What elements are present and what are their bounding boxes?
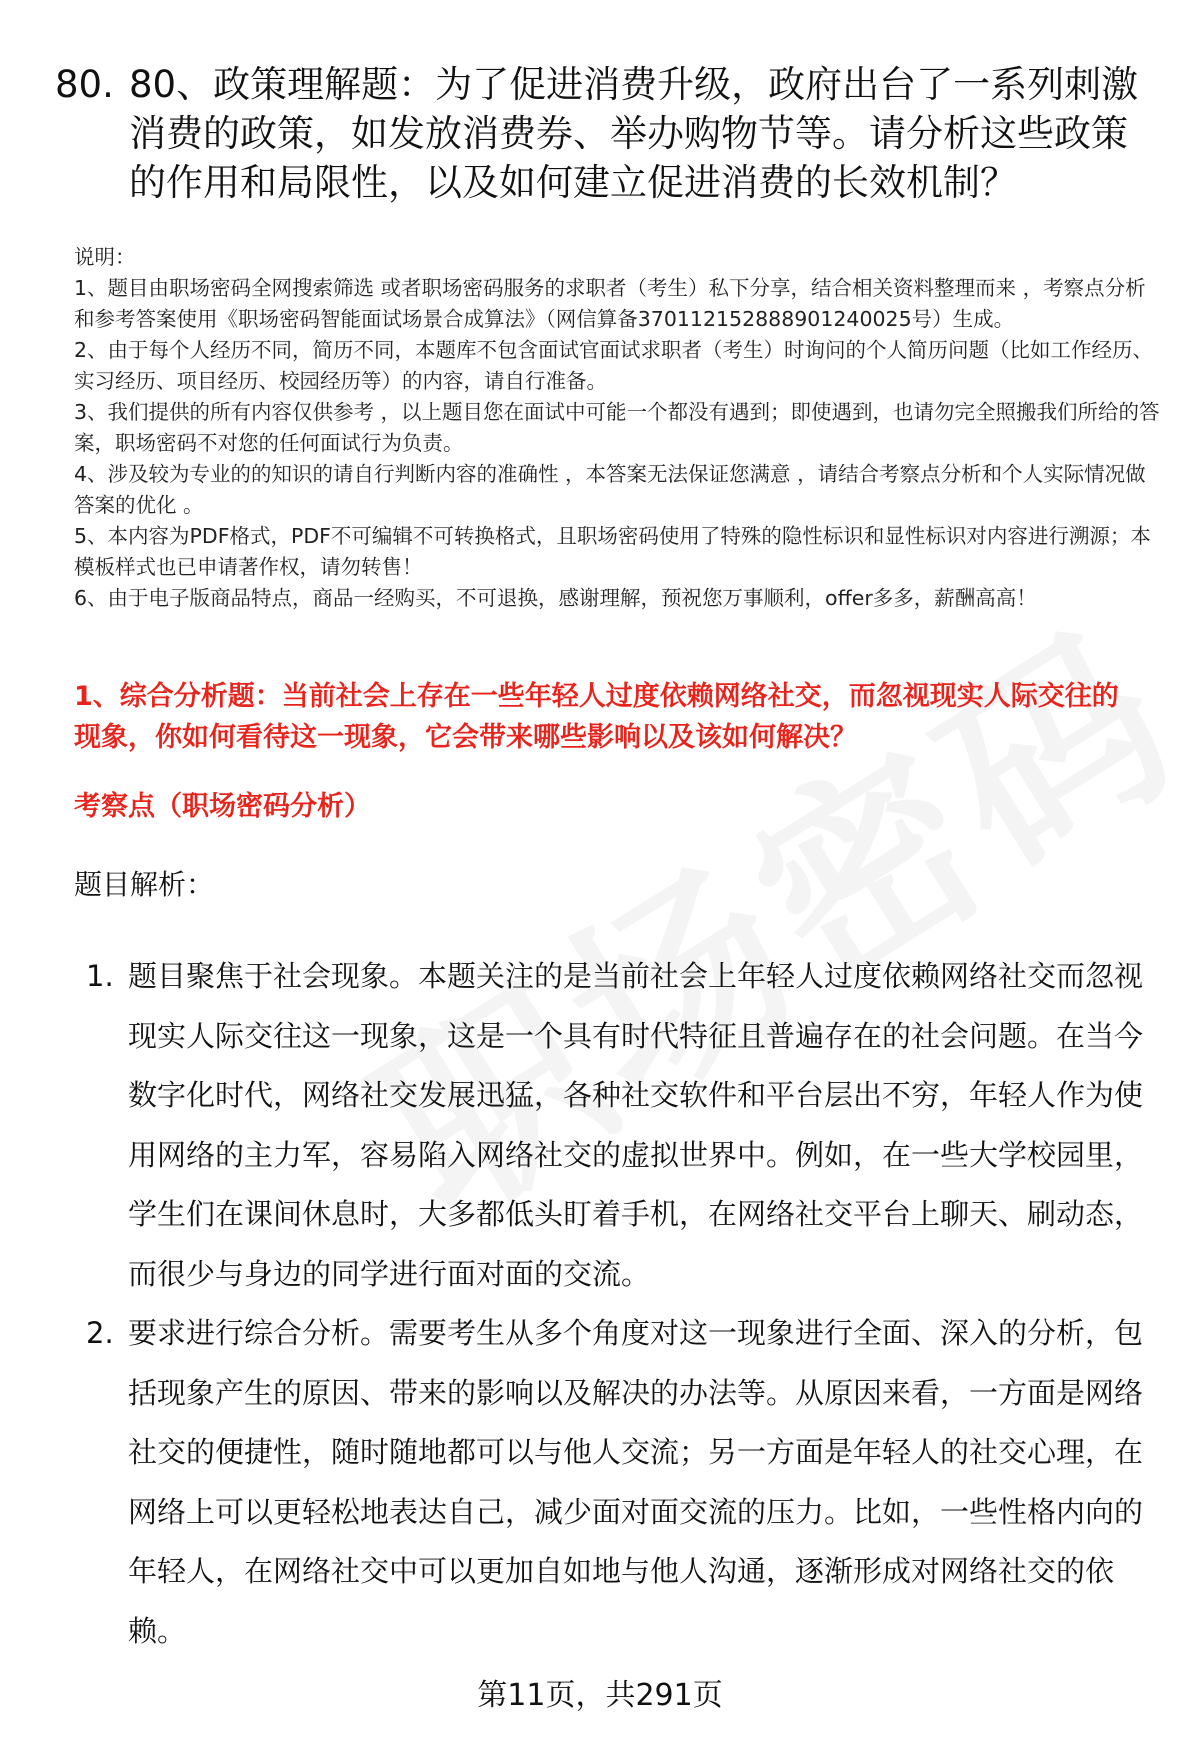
question-title bbox=[55, 60, 1145, 207]
analysis-list bbox=[74, 947, 1152, 1661]
note-item: 5、本内容为PDF格式，PDF不可编辑不可转换格式，且职场密码使用了特殊的隐性标识和显性标识对内容进行溯源；本模板样式也已申请著作权，请勿转售！ bbox=[74, 524, 1151, 579]
note-item: 2、由于每个人经历不同，简历不同，本题库不包含面试官面试求职者（考生）时询问的个人简历问题（比如工作经历、实习经历、项目经历、校园经历等）的内容，请自行准备。 bbox=[74, 338, 1154, 393]
note-item: 3、我们提供的所有内容仅供参考 ，以上题目您在面试中可能一个都没有遇到；即使遇到，也请勿完全照搬我们所给的答案，职场密码不对您的任何面试行为负责。 bbox=[74, 400, 1160, 455]
list-item-text: 要求进行综合分析。需要考生从多个角度对这一现象进行全面、深入的分析，包括现象产生的原因、带来的影响以及解决的办法等。从原因来看，一方面是网络社交的便捷性，随时随地都可以与他人交流；另一方面是年轻人的社交心理，在网络上可以更轻松地表达自己，减少面对面交流的压力。比如，一些性格内向的年轻人，在网络社交中可以更加自如地与他人沟通，逐渐形成对网络社交的依赖。 bbox=[128, 1316, 1144, 1648]
list-item-text: 题目聚焦于社会现象。本题关注的是当前社会上年轻人过度依赖网络社交而忽视现实人际交往这一现象，这是一个具有时代特征且普遍存在的社会问题。在当今数字化时代，网络社交发展迅猛，各种社交软件和平台层出不穷，年轻人作为使用网络的主力军，容易陷入网络社交的虚拟世界中。例如，在一些大学校园里，学生们在课间休息时，大多都低头盯着手机，在网络社交平台上聊天、刷动态，而很少与身边的同学进行面对面的交流。 bbox=[128, 959, 1144, 1291]
question-text: 80、政策理解题：为了促进消费升级，政府出台了一系列刺激消费的政策，如发放消费券、举办购物节等。请分析这些政策的作用和局限性，以及如何建立促进消费的长效机制？ bbox=[129, 63, 1139, 204]
question-number: 80. bbox=[55, 63, 114, 106]
analysis-label: 题目解析： bbox=[74, 868, 215, 901]
list-item-number: 2. bbox=[86, 1316, 114, 1350]
section-subtitle: 考察点（职场密码分析） bbox=[74, 791, 371, 822]
notes-block bbox=[74, 242, 1160, 614]
note-item: 4、涉及较为专业的的知识的请自行判断内容的准确性 ，本答案无法保证您满意 ，请结合考察点分析和个人实际情况做答案的优化 。 bbox=[74, 462, 1146, 517]
note-item: 6、由于电子版商品特点，商品一经购买，不可退换，感谢理解，预祝您万事顺利，offer多多，薪酬高高！ bbox=[74, 586, 1037, 610]
page-footer: 第11页，共291页 bbox=[477, 1678, 723, 1713]
list-item bbox=[74, 1304, 1152, 1661]
note-item: 1、题目由职场密码全网搜索筛选 或者职场密码服务的求职者（考生）私下分享，结合相关资料整理而来 ，考察点分析和参考答案使用《职场密码智能面试场景合成算法》（网信算备370112152888901240025号）生成。 bbox=[74, 276, 1146, 331]
list-item bbox=[74, 947, 1152, 1304]
list-item-number: 1. bbox=[86, 959, 114, 993]
notes-heading: 说明： bbox=[74, 245, 136, 269]
section-question: 1、综合分析题：当前社会上存在一些年轻人过度依赖网络社交，而忽视现实人际交往的现象，你如何看待这一现象，它会带来哪些影响以及该如何解决？ bbox=[74, 681, 1119, 753]
